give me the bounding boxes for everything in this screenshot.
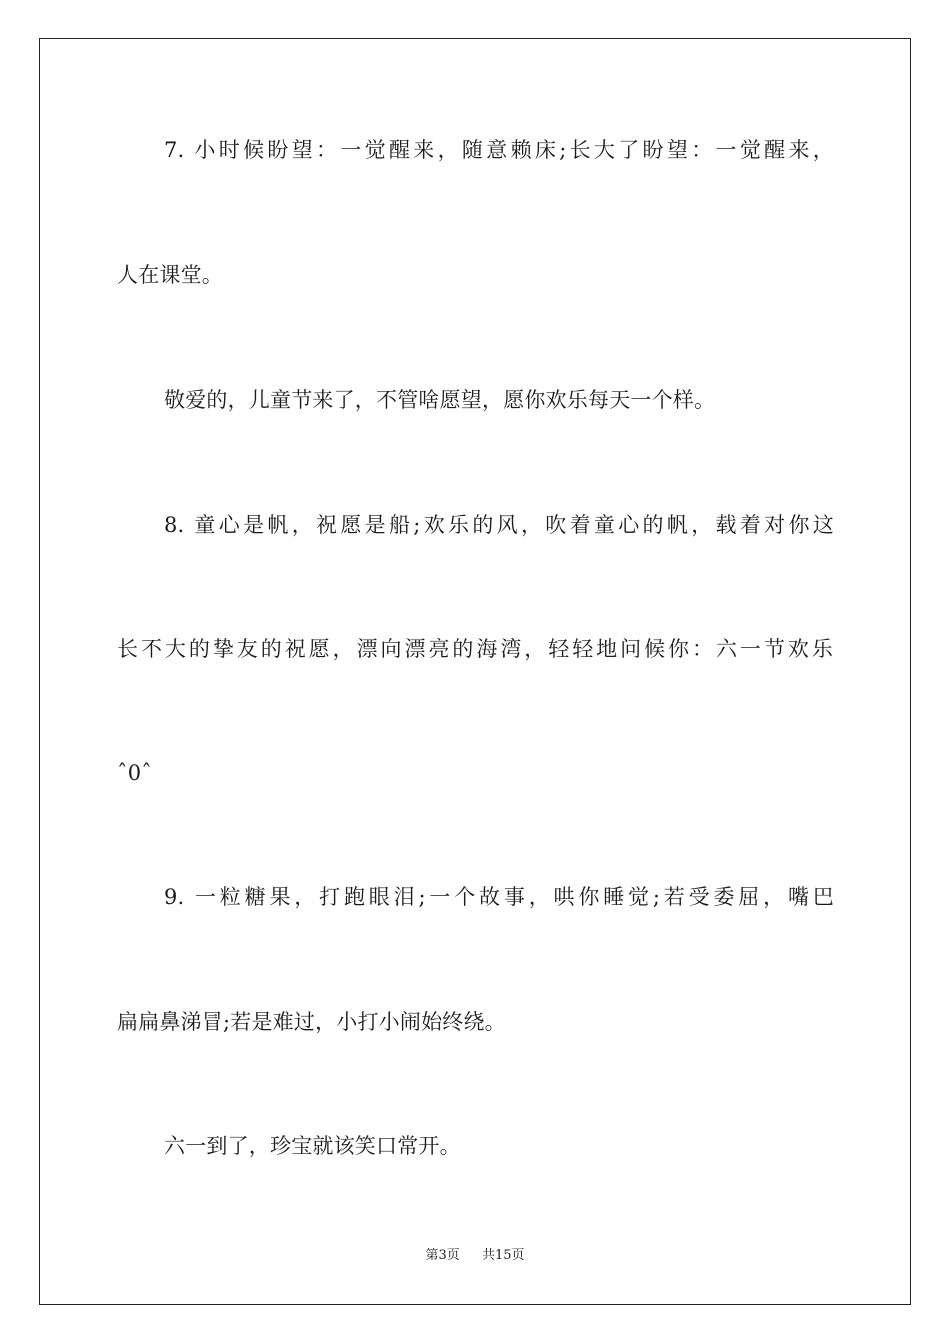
paragraph-9-line-3: 六一到了，珍宝就该笑口常开。 — [164, 1134, 461, 1158]
page-footer — [0, 1247, 950, 1265]
paragraph-8-line-3: ˆ0ˆ — [117, 761, 152, 785]
paragraph-9-line-2: 扁扁鼻涕冒;若是难过，小打小闹始终绕。 — [117, 1010, 506, 1034]
paragraph-7-line-1: 7. 小时候盼望：一觉醒来，随意赖床;长大了盼望：一觉醒来， — [164, 138, 834, 162]
page-total: 共15页 — [482, 1248, 525, 1263]
page-border — [39, 38, 911, 1305]
paragraph-8-line-2: 长不大的挚友的祝愿，漂向漂亮的海湾，轻轻地问候你：六一节欢乐 — [117, 637, 833, 661]
page-number: 第3页 — [425, 1248, 460, 1263]
paragraph-8-line-1: 8. 童心是帆，祝愿是船;欢乐的风，吹着童心的帆，载着对你这 — [164, 513, 834, 537]
paragraph-7-line-3: 敬爱的，儿童节来了，不管啥愿望，愿你欢乐每天一个样。 — [164, 388, 716, 412]
paragraph-9-line-1: 9. 一粒糖果，打跑眼泪;一个故事，哄你睡觉;若受委屈，嘴巴 — [164, 885, 834, 909]
paragraph-7-line-2: 人在课堂。 — [117, 263, 223, 287]
